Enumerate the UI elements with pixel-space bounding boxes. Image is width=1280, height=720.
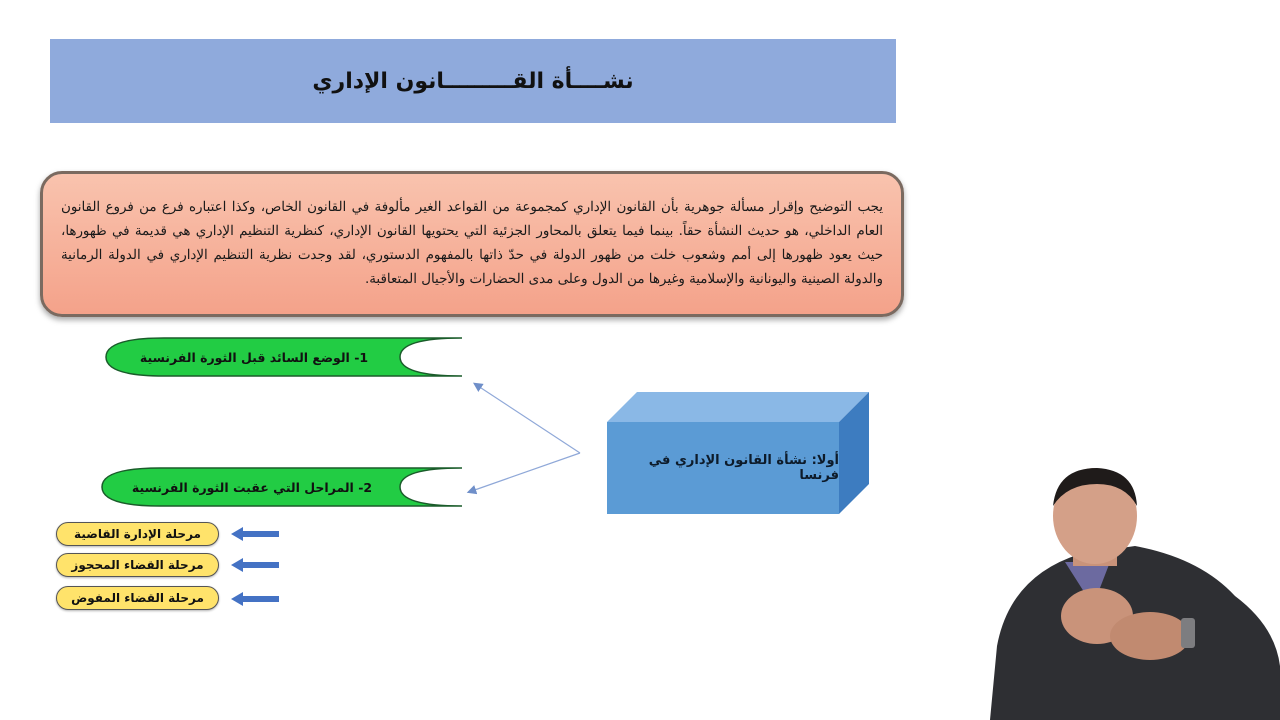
branch-leaf-2 (100, 467, 464, 507)
stage-arrow-3-icon (231, 592, 281, 606)
stage-pill-3: مرحلة القضاء المفوض (56, 586, 219, 610)
branch-label-2: 2- المراحل التي عقبت الثورة الفرنسية (131, 479, 373, 495)
intro-paragraph-box (40, 171, 904, 317)
intro-paragraph: يجب التوضيح وإقرار مسألة جوهرية بأن القانون الإداري كمجموعة من القواعد الغير مألوفة في القانون الخاص، وكذا اعتباره فرع من فروع القانون العام الداخلي، هو حديث النشأة حقاً. بينما فيما يتعلق بالمحاور الجزئية التي يحتويها القانون الإداري، كنظرية التنظيم الإداري هي قديمة في ظهورها، حيث يعود ظهورها إلى أمم وشعوب خلت من ظهور الدولة في حدّ ذاتها بالمفهوم الدستوري، لقد وجدت نظرية التنظيم الإداري في الدولة الرمانية والدولة الصينية واليونانية والإسلامية وغيرها من الدول وعلى مدى الحضارات والأجيال المتعاقبة. (61, 200, 883, 287)
stage-pill-1: مرحلة الإدارة القاضية (56, 522, 219, 546)
main-topic-label: أولا: نشأة القانون الإداري في فرنسا (648, 453, 839, 483)
presenter-video (985, 466, 1280, 720)
slide-title: نشــــأة القـــــــــانون الإداري (312, 68, 634, 94)
connector-arrows (455, 370, 590, 500)
stage-pill-2: مرحلة القضاء المحجوز (56, 553, 219, 577)
stage-arrow-2-icon (231, 558, 281, 572)
slide-title-bar (50, 39, 896, 123)
branch-leaf-1 (104, 337, 464, 377)
branch-label-1: 1- الوضع السائد قبل الثورة الفرنسية (139, 349, 369, 365)
stage-arrow-1-icon (231, 527, 281, 541)
